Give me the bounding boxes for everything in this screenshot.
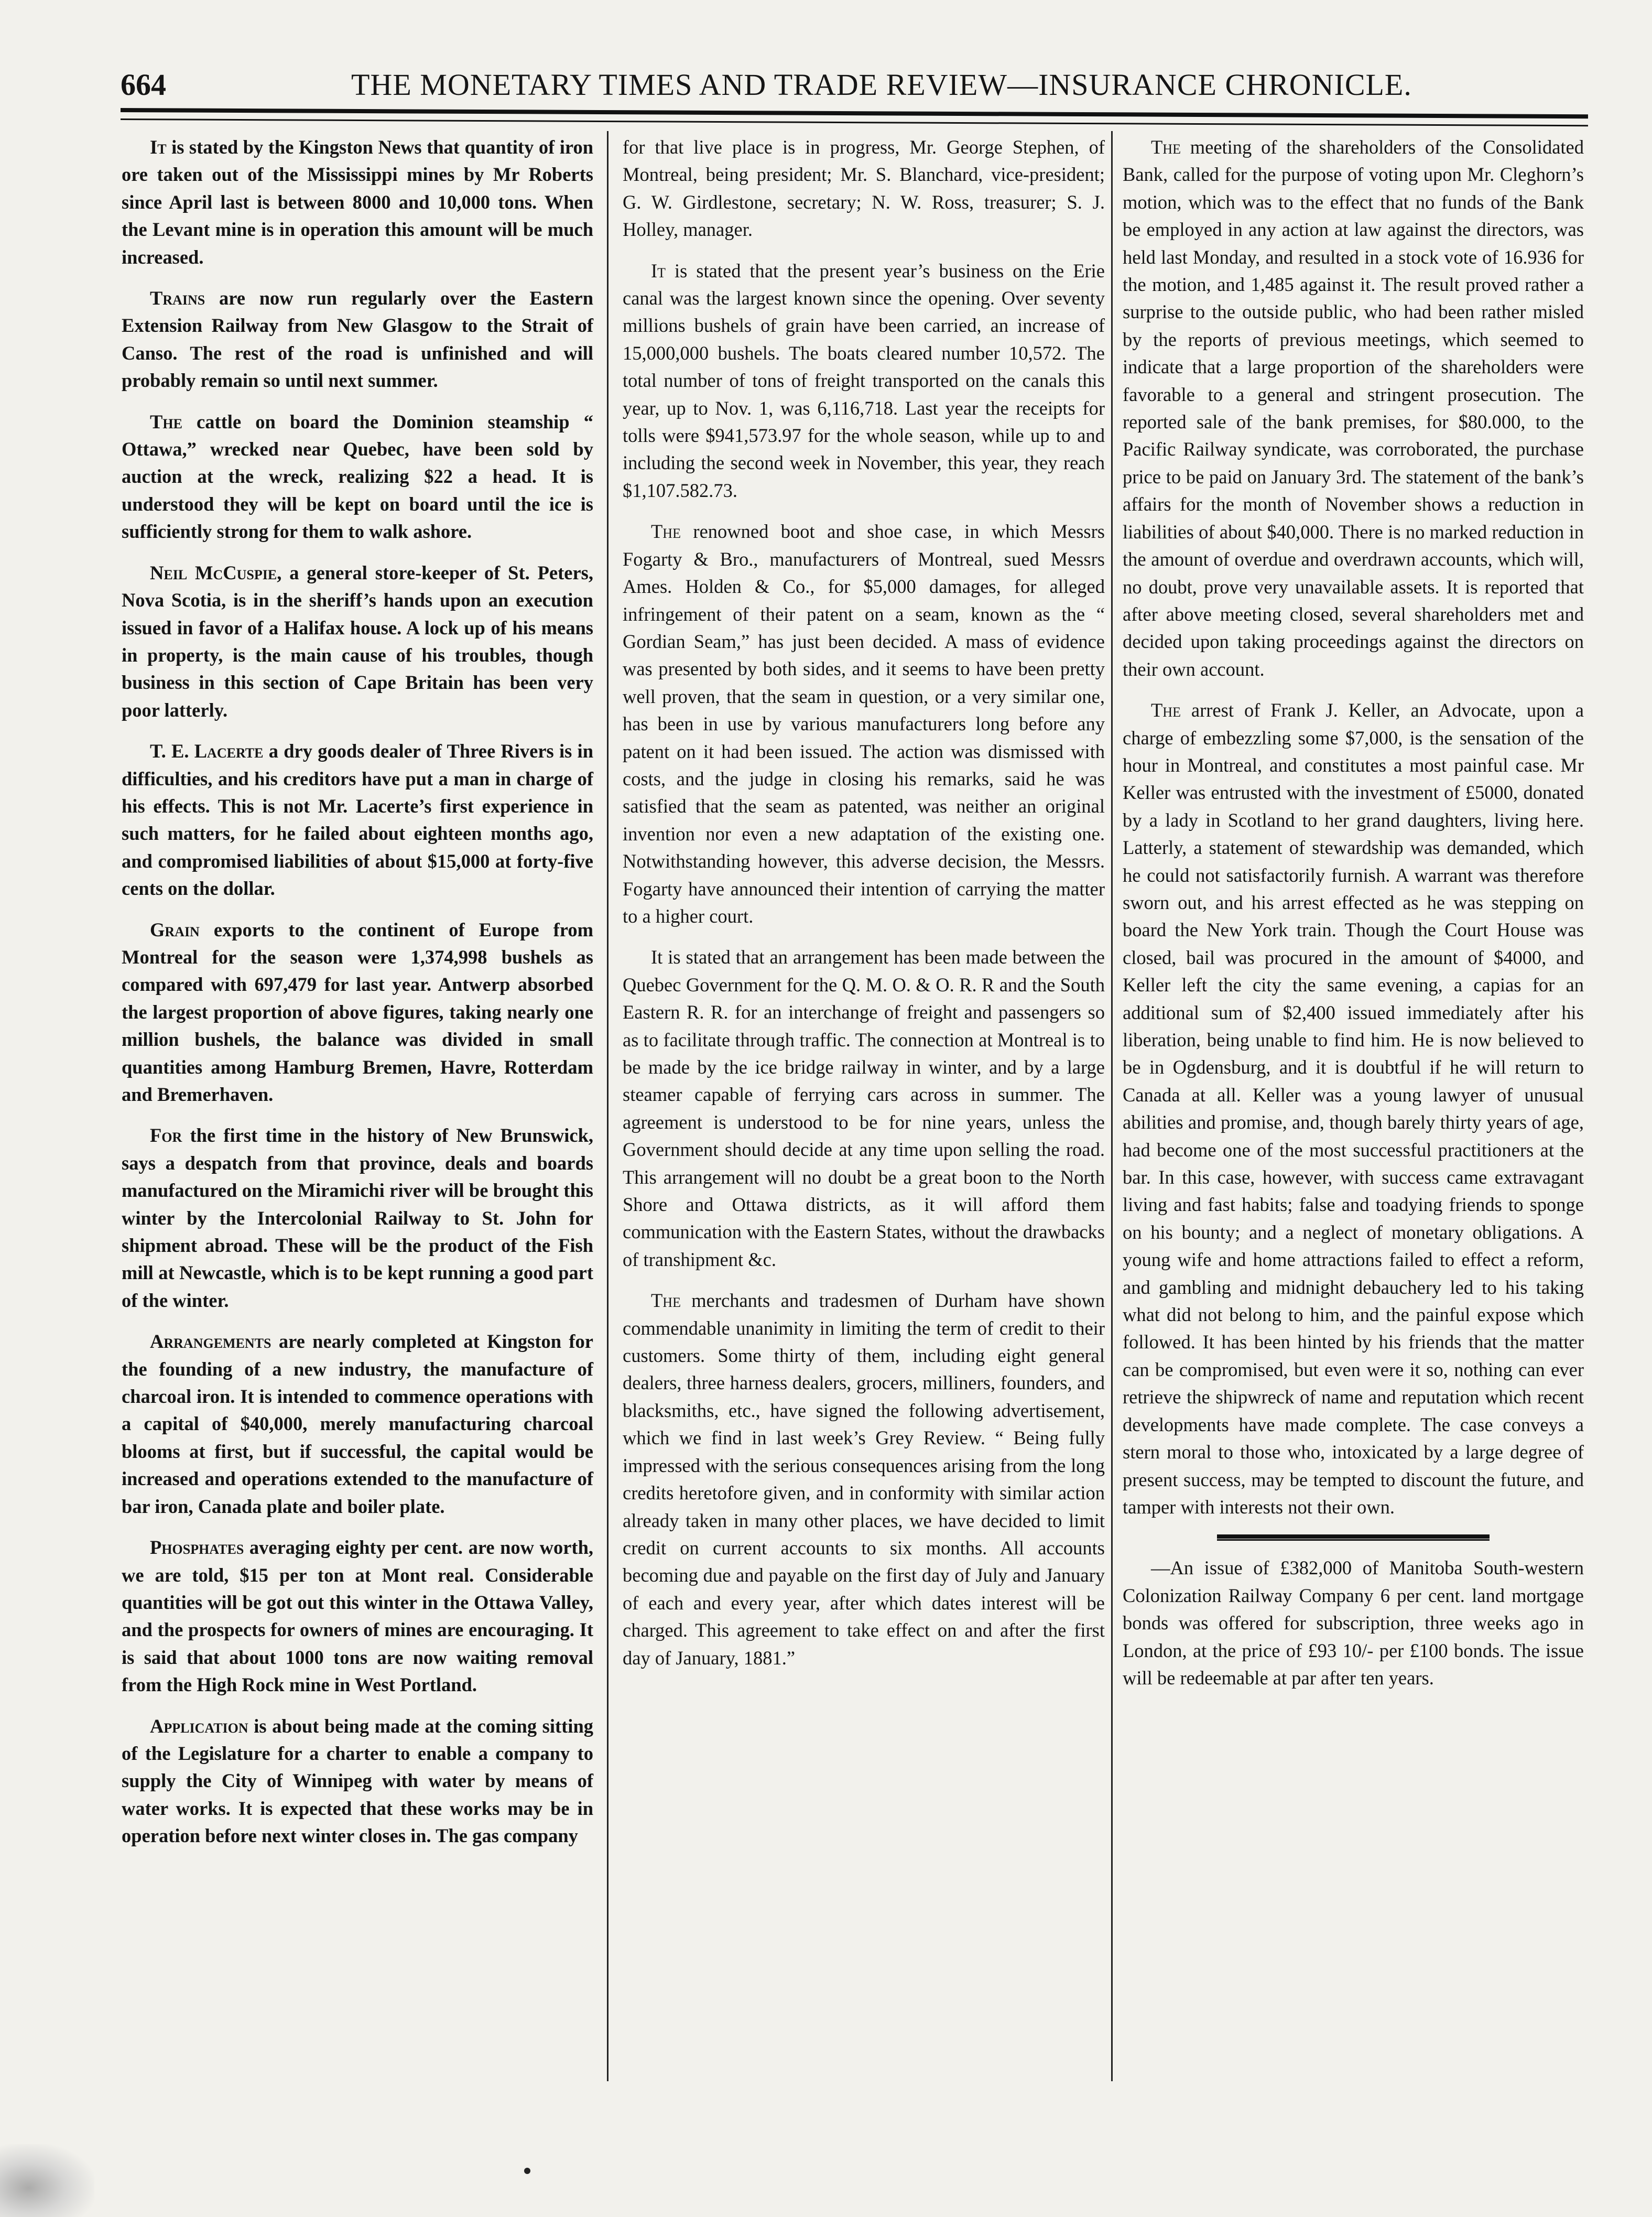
article-paragraph xyxy=(122,408,593,546)
column-divider-1 xyxy=(607,131,608,2081)
article-paragraph xyxy=(623,134,1105,244)
paragraph-text: merchants and tradesmen of Durham have shown commendable unanimity in limiting the term of credit to their customers. Some thirty of them, including eight general dealers, three harness dealers, grocers, milliners, founders, and blacksmiths, etc., have signed the following advertisement, which we find in last week’s Grey Review. “ Being fully impressed with the serious consequences arising from the long credits heretofore given, and in conformity with similar action already taken in many other places, we have decided to limit credit on current accounts to six months. All accounts becoming due and payable on the first day of July and January of each and every year, after which dates interest will be charged. This agreement to take effect on and after the first day of January, 1881.” xyxy=(623,1290,1105,1669)
article-paragraph xyxy=(623,518,1105,930)
article-paragraph xyxy=(122,1328,593,1520)
paragraph-text: meeting of the shareholders of the Consolidated Bank, called for the purpose of voting upon Mr. Cleghorn’s motion, which was to the effect that no funds of the Bank be employed in any action at law against the directors, was held last Monday, and resulted in a stock vote of 16.936 for the motion, and 1,485 against it. The result proved rather a surprise to the outside public, who had been rather misled by the reports of previous meetings, which seemed to indicate that a large proportion of the shareholders were favorable to a general and stringent prosecution. The reported sale of the bank premises, for $80.000, to the Pacific Railway syndicate, was corroborated, the purchase price to be paid on January 3rd. The statement of the bank’s affairs for the month of November shows a reduction in liabilities of about $40,000. There is no marked reduction in the amount of overdue and overdrawn accounts, which will, no doubt, prove very unavailable assets. It is reported that after above meeting closed, several shareholders met and decided upon taking proceedings against the directors on their own account. xyxy=(1123,136,1584,680)
paragraph-lead-word: The xyxy=(1151,136,1181,158)
article-paragraph xyxy=(122,1122,593,1314)
paragraph-text: a general store-keeper of St. Peters, Nova Scotia, is in the sheriff’s hands upon an execution issued in favor of a Halifax house. A lock up of his means in property, is the main cause of his troubles, though business in this section of Cape Britain has been very poor latterly. xyxy=(122,561,593,721)
column-divider-2 xyxy=(1111,131,1113,2081)
article-paragraph xyxy=(122,1534,593,1699)
article-paragraph: —An issue of £382,000 of Manitoba South-western Colonization Railway Company 6 per cent. land mortgage bonds was offered for subscription, three weeks ago in London, at the price of £93 10/- per £100 bonds. The issue will be redeemable at par after ten years. xyxy=(1123,1557,1584,1689)
article-paragraph xyxy=(1123,697,1584,1521)
article-paragraph xyxy=(1123,134,1584,683)
section-divider xyxy=(1217,1534,1490,1541)
paragraph-text: cattle on board the Dominion steamship “ Ottawa,” wrecked near Quebec, have been sold by auction at the wreck, realizing $22 a head. It is understood they will be kept on board until the ice is sufficiently strong for them to walk ashore. xyxy=(122,410,593,543)
column-1 xyxy=(122,134,593,1864)
paragraph-lead-word: Phosphates xyxy=(150,1537,244,1559)
paragraph-text: renowned boot and shoe case, in which Messrs Fogarty & Bro., manufacturers of Montreal, sued Messrs Ames. Holden & Co., for $5,000 damages, for alleged infringement of their patent on a seam, known as the “ Gordian Seam,” has just been decided. A mass of evidence was presented by both sides, and it seems to have been pretty well proven, that the seam in question, or a very similar one, has been in use by various manufacturers long before any patent on it had been issued. The action was dismissed with costs, and the judge in closing his remarks, said he was satisfied that the seam as patented, was neither an original invention nor even a new adaptation of the existing one. Notwithstanding however, this adverse decision, the Messrs. Fogarty have announced their intention of carrying the matter to a higher court. xyxy=(623,521,1105,927)
paragraph-lead-word: It xyxy=(651,259,666,282)
paragraph-text: are now run regularly over the Eastern Extension Railway from New Glasgow to the Strait of Canso. The rest of the road is unfinished and will probably remain so until next summer. xyxy=(122,287,593,392)
paragraph-text: averaging eighty per cent. are now worth, we are told, $15 per ton at Mont real. Considerable quantities will be got out this winter in the Ottawa Valley, and the prospects for owners of mines are encouraging. It is said that about 1000 tons are now waiting removal from the High Rock mine in West Portland. xyxy=(122,1537,593,1696)
paragraph-lead-word: The xyxy=(150,410,182,432)
paragraph-text: is stated that the present year’s business on the Erie canal was the largest known since the opening. Over seventy millions bushels of grain have been carried, an increase of 15,000,000 bushels. The boats cleared number 10,572. The total number of tons of freight transported on the canals this year, up to Nov. 1, was 6,116,718. Last year the receipts for tolls were $941,573.97 for the whole season, while up to and including the second week in November, this year, they reach $1,107.582.73. xyxy=(623,259,1105,501)
article-paragraph xyxy=(122,559,593,724)
paragraph-lead-word: The xyxy=(651,521,681,543)
page-number: 664 xyxy=(121,68,166,102)
article-paragraph xyxy=(623,1287,1105,1672)
scan-dot xyxy=(524,2168,530,2174)
paragraph-text: for that live place is in progress, Mr. George Stephen, of Montreal, being president; Mr. S. Blanchard, vice-president; G. W. Girdlestone, secretary; N. W. Ross, treasurer; S. J. Holley, manager. xyxy=(623,136,1105,241)
paragraph-text: arrest of Frank J. Keller, an Advocate, upon a charge of embezzling some $7,000, is the sensation of the hour in Montreal, and constitutes a most painful case. Mr Keller was entrusted with the investment of £5000, donated by a lady in Scotland to her grand daughters, living here. Latterly, a statement of stewardship was demanded, which he could not satisfactorily furnish. A warrant was therefore sworn out, and his arrest effected as he was stepping on board the New York train. Though the Court House was closed, bail was procured in the amount of $4000, and Keller left the city the same evening, a capias for an additional sum of $2,400 issued immediately after his liberation, being unable to find him. He is now believed to be in Ogdensburg, and it is doubtful if he will return to Canada at all. Keller was a young lawyer of unusual abilities and promise, and, though barely thirty years of age, had become one of the most successful practitioners at the bar. In this case, however, with success came extravagant living and fast habits; false and toadying friends to sponge on his bounty; and a neglect of monetary obligations. A young wife and home attractions failed to effect a reform, and gambling and midnight debauchery led to his taking what did not belong to him, and the painful expose which followed. It has been hinted by his friends that the matter can be compromised, but even were it so, nothing can ever retrieve the shipwreck of name and reputation which recent developments have made complete. The case conveys a stern moral to those who, intoxicated by a large degree of present success, may be tempted to discount the future, and tamper with interests not their own. xyxy=(1123,699,1584,1518)
article-paragraph xyxy=(623,944,1105,1273)
paragraph-text: is about being made at the coming sitting of the Legislature for a charter to enable a company to supply the City of Winnipeg with water by means of water works. It is expected that these works may be in operation before next winter closes in. The gas company xyxy=(122,1715,593,1847)
column-2 xyxy=(623,134,1105,1685)
paragraph-lead-word: Trains xyxy=(150,287,205,309)
article-paragraph xyxy=(623,257,1105,505)
article-paragraph xyxy=(122,916,593,1109)
paragraph-lead-word: Arrangements xyxy=(150,1331,271,1353)
page-header xyxy=(121,63,1588,110)
article-paragraph xyxy=(122,134,593,271)
paragraph-lead-word: Neil McCuspie, xyxy=(150,561,282,583)
paragraph-text: is stated by the Kingston News that quantity of iron ore taken out of the Mississippi mines by Mr Roberts since April last is between 8000 and 10,000 tons. When the Levant mine is in operation this amount will be much increased. xyxy=(122,136,593,268)
scan-smudge xyxy=(0,2144,94,2217)
paragraph-lead-word: Application xyxy=(150,1715,248,1737)
paragraph-lead-word: Grain xyxy=(150,918,200,940)
paragraph-lead-word: T. E. Lacerte xyxy=(150,740,264,762)
paragraph-text: are nearly completed at Kingston for the founding of a new industry, the manufacture of charcoal iron. It is intended to commence operations with a capital of $40,000, merely manufacturing charcoal blooms at first, but if successful, the capital would be increased and operations extended to the manufacture of bar iron, Canada plate and boiler plate. xyxy=(122,1331,593,1517)
column-3 xyxy=(1123,134,1584,1705)
paragraph-lead-word: It xyxy=(150,136,167,158)
article-paragraph xyxy=(122,285,593,395)
article-paragraph xyxy=(122,1713,593,1850)
masthead-title: THE MONETARY TIMES AND TRADE REVIEW—INSURANCE CHRONICLE. xyxy=(351,68,1412,102)
paragraph-text: the first time in the history of New Brunswick, says a despatch from that province, deals and boards manufactured on the Miramichi river will be brought this winter by the Intercolonial Railway to St. John for shipment abroad. These will be the product of the Fish mill at Newcastle, which is to be kept running a good part of the winter. xyxy=(122,1124,593,1311)
paragraph-lead-word: The xyxy=(1151,699,1181,721)
article-paragraph xyxy=(122,738,593,902)
paragraph-lead-word: The xyxy=(651,1290,681,1312)
header-rule-thin xyxy=(121,118,1588,126)
paragraph-text: exports to the continent of Europe from Montreal for the season were 1,374,998 bushels as compared with 697,479 for last year. Antwerp absorbed the largest proportion of above figures, taking nearly one million bushels, the balance was divided in small quantities among Hamburg Bremen, Havre, Rotterdam and Bremerhaven. xyxy=(122,918,593,1105)
paragraph-text: It is stated that an arrangement has been made between the Quebec Government for the Q. M. O. & O. R. R and the South Eastern R. R. for an interchange of freight and passengers so as to facilitate through traffic. The connection at Montreal is to be made by the ice bridge railway in winter, and by a large steamer capable of ferrying cars across in summer. The agreement is understood to be for nine years, unless the Government should decide at any time upon selling the road. This arrangement will no doubt be a great boon to the North Shore and Ottawa districts, as it will afford them communication with the Eastern States, without the drawbacks of transhipment &c. xyxy=(623,946,1105,1270)
paragraph-text: a dry goods dealer of Three Rivers is in difficulties, and his creditors have put a man in charge of his effects. This is not Mr. Lacerte’s first experience in such matters, for he failed about eighteen months ago, and compromised liabilities of about $15,000 at forty-five cents on the dollar. xyxy=(122,740,593,900)
paragraph-lead-word: For xyxy=(150,1124,182,1147)
